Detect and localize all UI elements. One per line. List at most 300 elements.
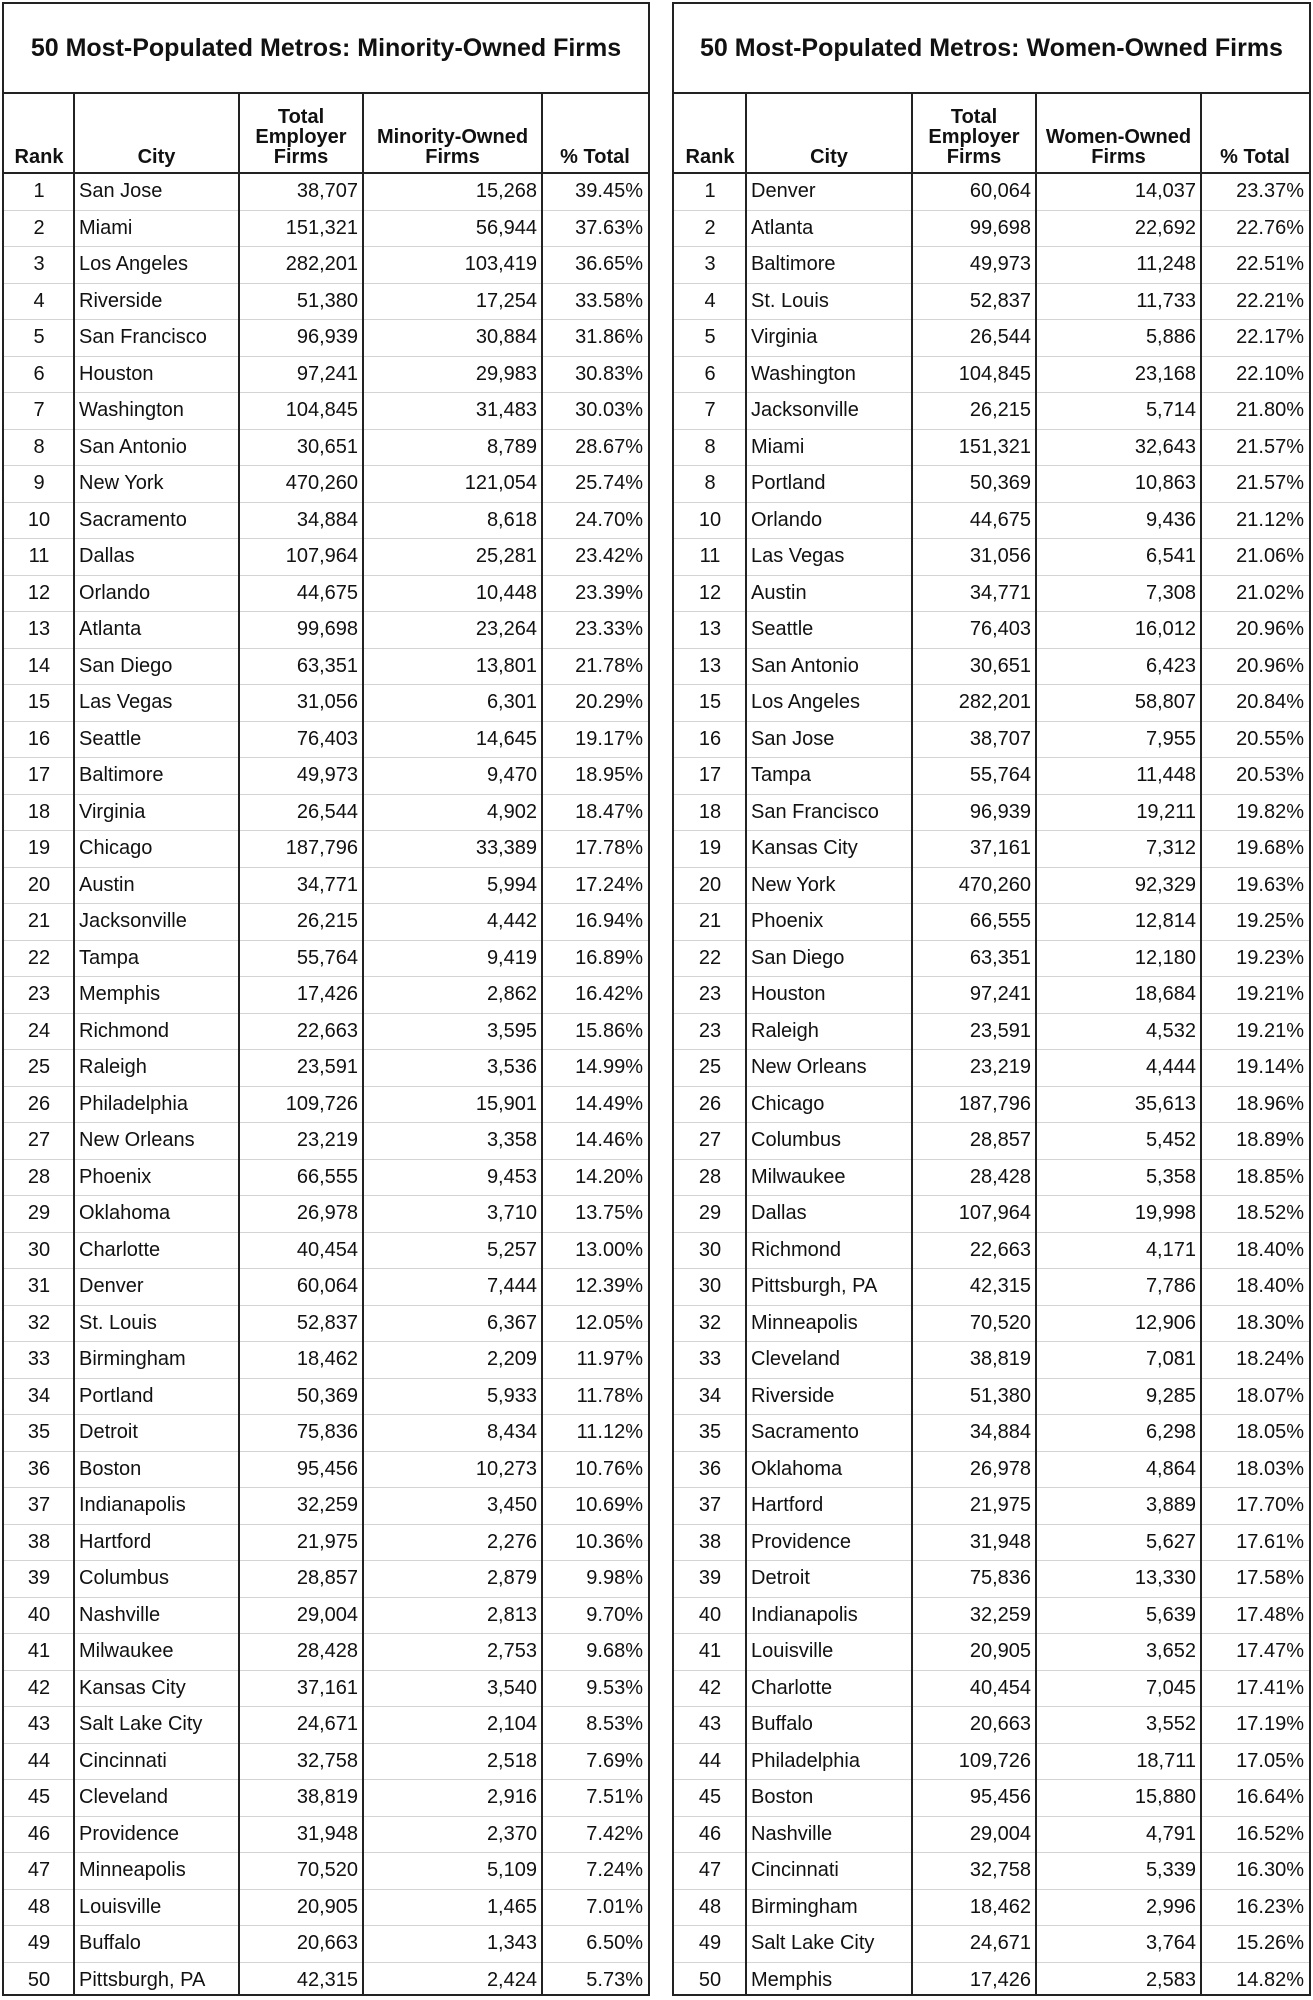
cell-owned-firms: 18,684 — [1134, 983, 1196, 1006]
cell-city: Seattle — [79, 727, 142, 750]
cell-rank: 48 — [698, 1895, 722, 1918]
cell-rank: 36 — [27, 1457, 51, 1480]
column-divider — [73, 92, 75, 1994]
cell-owned-firms: 3,536 — [486, 1056, 537, 1079]
cell-owned-firms: 7,955 — [1145, 727, 1196, 750]
cell-city: Cleveland — [751, 1348, 840, 1371]
cell-percent-total: 9.53% — [586, 1676, 643, 1699]
table-row — [674, 1342, 1309, 1379]
cell-owned-firms: 13,801 — [475, 654, 537, 677]
cell-owned-firms: 4,864 — [1145, 1457, 1196, 1480]
cell-city: San Antonio — [79, 435, 187, 458]
cell-rank: 38 — [698, 1530, 722, 1553]
cell-total-employer-firms: 17,426 — [296, 983, 358, 1006]
cell-owned-firms: 2,879 — [486, 1567, 537, 1590]
cell-city: Raleigh — [751, 1019, 819, 1042]
table-row — [4, 722, 648, 759]
cell-percent-total: 7.42% — [586, 1822, 643, 1845]
table-row — [674, 1561, 1309, 1598]
cell-city: Pittsburgh, PA — [751, 1275, 878, 1298]
table-row — [674, 1598, 1309, 1635]
cell-rank: 22 — [27, 946, 51, 969]
cell-owned-firms: 8,618 — [486, 508, 537, 531]
cell-percent-total: 6.50% — [586, 1932, 643, 1955]
table-row — [4, 1342, 648, 1379]
cell-city: Boston — [751, 1786, 814, 1809]
cell-owned-firms: 18,711 — [1136, 1749, 1196, 1772]
cell-owned-firms: 4,532 — [1145, 1019, 1196, 1042]
cell-percent-total: 30.83% — [575, 362, 643, 385]
table-row — [674, 1087, 1309, 1124]
table-row — [4, 868, 648, 905]
cell-owned-firms: 9,285 — [1145, 1384, 1196, 1407]
cell-rank: 5 — [33, 326, 45, 349]
cell-city: Providence — [751, 1530, 852, 1553]
cell-city: Miami — [79, 216, 133, 239]
cell-owned-firms: 7,444 — [486, 1275, 537, 1298]
cell-owned-firms: 8,789 — [486, 435, 537, 458]
cell-rank: 49 — [698, 1932, 722, 1955]
cell-percent-total: 8.53% — [586, 1713, 643, 1736]
cell-rank: 30 — [698, 1238, 722, 1261]
cell-rank: 20 — [27, 873, 51, 896]
cell-total-employer-firms: 104,845 — [958, 362, 1031, 385]
cell-total-employer-firms: 95,456 — [296, 1457, 358, 1480]
cell-total-employer-firms: 24,671 — [296, 1713, 358, 1736]
cell-total-employer-firms: 32,259 — [969, 1603, 1031, 1626]
table-row — [674, 211, 1309, 248]
cell-percent-total: 17.48% — [1236, 1603, 1304, 1626]
cell-city: Jacksonville — [79, 910, 187, 933]
cell-owned-firms: 5,886 — [1145, 326, 1196, 349]
cell-owned-firms: 12,180 — [1134, 946, 1196, 969]
cell-city: Indianapolis — [79, 1494, 186, 1517]
cell-city: Virginia — [79, 800, 146, 823]
cell-rank: 45 — [698, 1786, 722, 1809]
cell-total-employer-firms: 28,428 — [296, 1640, 358, 1663]
cell-rank: 39 — [27, 1567, 51, 1590]
cell-percent-total: 5.73% — [586, 1969, 643, 1992]
cell-owned-firms: 9,453 — [486, 1165, 537, 1188]
cell-owned-firms: 2,753 — [486, 1640, 537, 1663]
table-body — [4, 174, 648, 1994]
cell-percent-total: 16.52% — [1236, 1822, 1304, 1845]
cell-rank: 13 — [698, 654, 722, 677]
cell-city: Chicago — [79, 837, 153, 860]
cell-total-employer-firms: 52,837 — [296, 1311, 358, 1334]
cell-percent-total: 17.19% — [1236, 1713, 1304, 1736]
cell-percent-total: 17.61% — [1236, 1530, 1304, 1553]
table-row — [4, 1160, 648, 1197]
cell-owned-firms: 3,552 — [1145, 1713, 1196, 1736]
cell-total-employer-firms: 34,884 — [969, 1421, 1031, 1444]
cell-rank: 16 — [27, 727, 51, 750]
cell-rank: 33 — [27, 1348, 51, 1371]
cell-percent-total: 12.05% — [575, 1311, 643, 1334]
cell-rank: 4 — [704, 289, 716, 312]
cell-rank: 13 — [698, 618, 722, 641]
cell-owned-firms: 2,209 — [486, 1348, 537, 1371]
table-row — [4, 941, 648, 978]
cell-total-employer-firms: 70,520 — [969, 1311, 1031, 1334]
cell-city: Dallas — [751, 1202, 807, 1225]
cell-owned-firms: 31,483 — [475, 399, 537, 422]
cell-percent-total: 14.82% — [1236, 1969, 1304, 1992]
cell-total-employer-firms: 76,403 — [296, 727, 358, 750]
header-total-employer-firms: Total Employer Firms — [255, 106, 347, 168]
cell-rank: 30 — [698, 1275, 722, 1298]
minority-owned-firms-table — [2, 2, 650, 1996]
cell-owned-firms: 4,442 — [486, 910, 537, 933]
cell-rank: 23 — [698, 1019, 722, 1042]
cell-total-employer-firms: 22,663 — [969, 1238, 1031, 1261]
cell-percent-total: 20.53% — [1236, 764, 1304, 787]
cell-total-employer-firms: 20,905 — [296, 1895, 358, 1918]
cell-percent-total: 14.99% — [575, 1056, 643, 1079]
table-row — [674, 1890, 1309, 1927]
cell-owned-firms: 2,996 — [1145, 1895, 1196, 1918]
column-divider — [1035, 92, 1037, 1994]
cell-total-employer-firms: 34,771 — [296, 873, 358, 896]
cell-percent-total: 18.07% — [1236, 1384, 1304, 1407]
cell-percent-total: 20.96% — [1236, 618, 1304, 641]
cell-rank: 21 — [698, 910, 722, 933]
cell-city: Washington — [79, 399, 184, 422]
cell-total-employer-firms: 30,651 — [969, 654, 1031, 677]
cell-percent-total: 20.55% — [1236, 727, 1304, 750]
cell-owned-firms: 6,541 — [1145, 545, 1196, 568]
cell-total-employer-firms: 29,004 — [969, 1822, 1031, 1845]
table-row — [674, 247, 1309, 284]
cell-total-employer-firms: 63,351 — [296, 654, 358, 677]
cell-percent-total: 11.12% — [576, 1421, 643, 1444]
cell-percent-total: 22.17% — [1236, 326, 1304, 349]
cell-owned-firms: 2,370 — [486, 1822, 537, 1845]
cell-owned-firms: 2,276 — [486, 1530, 537, 1553]
cell-rank: 2 — [33, 216, 45, 239]
table-row — [4, 503, 648, 540]
cell-owned-firms: 10,448 — [475, 581, 537, 604]
cell-city: Hartford — [751, 1494, 824, 1517]
column-divider — [541, 92, 543, 1994]
cell-rank: 45 — [27, 1786, 51, 1809]
cell-percent-total: 22.76% — [1236, 216, 1304, 239]
cell-total-employer-firms: 76,403 — [969, 618, 1031, 641]
table-row — [674, 1707, 1309, 1744]
cell-percent-total: 17.41% — [1236, 1676, 1304, 1699]
cell-city: Las Vegas — [79, 691, 173, 714]
cell-owned-firms: 5,933 — [486, 1384, 537, 1407]
cell-owned-firms: 56,944 — [475, 216, 537, 239]
table-row — [4, 357, 648, 394]
cell-city: Salt Lake City — [751, 1932, 875, 1955]
cell-total-employer-firms: 34,884 — [296, 508, 358, 531]
cell-rank: 6 — [704, 362, 716, 385]
cell-percent-total: 31.86% — [575, 326, 643, 349]
table-row — [674, 503, 1309, 540]
cell-rank: 18 — [698, 800, 722, 823]
cell-city: Baltimore — [751, 253, 836, 276]
table-row — [4, 1707, 648, 1744]
cell-city: Indianapolis — [751, 1603, 858, 1626]
cell-total-employer-firms: 99,698 — [296, 618, 358, 641]
cell-owned-firms: 12,906 — [1134, 1311, 1196, 1334]
cell-total-employer-firms: 32,758 — [296, 1749, 358, 1772]
cell-percent-total: 23.39% — [575, 581, 643, 604]
cell-owned-firms: 9,436 — [1145, 508, 1196, 531]
cell-rank: 38 — [27, 1530, 51, 1553]
cell-total-employer-firms: 28,857 — [296, 1567, 358, 1590]
table-row — [4, 1196, 648, 1233]
cell-city: Nashville — [751, 1822, 833, 1845]
cell-city: Atlanta — [751, 216, 814, 239]
cell-rank: 15 — [698, 691, 722, 714]
cell-total-employer-firms: 26,544 — [969, 326, 1031, 349]
cell-total-employer-firms: 23,219 — [969, 1056, 1031, 1079]
cell-percent-total: 9.68% — [586, 1640, 643, 1663]
cell-owned-firms: 19,998 — [1134, 1202, 1196, 1225]
cell-city: Houston — [79, 362, 154, 385]
cell-percent-total: 19.82% — [1236, 800, 1304, 823]
cell-total-employer-firms: 109,726 — [958, 1749, 1031, 1772]
cell-percent-total: 24.70% — [575, 508, 643, 531]
cell-total-employer-firms: 31,948 — [969, 1530, 1031, 1553]
cell-owned-firms: 9,470 — [486, 764, 537, 787]
cell-owned-firms: 15,268 — [475, 180, 537, 203]
cell-city: Louisville — [79, 1895, 162, 1918]
table-row — [674, 576, 1309, 613]
cell-rank: 18 — [27, 800, 51, 823]
cell-city: Tampa — [751, 764, 812, 787]
cell-percent-total: 21.57% — [1236, 472, 1304, 495]
cell-city: New Orleans — [79, 1129, 195, 1152]
column-divider — [745, 92, 747, 1994]
cell-rank: 8 — [704, 435, 716, 458]
cell-rank: 7 — [33, 399, 45, 422]
cell-rank: 41 — [27, 1640, 51, 1663]
table-row — [674, 1415, 1309, 1452]
cell-rank: 17 — [698, 764, 722, 787]
table-row — [4, 1379, 648, 1416]
cell-city: San Diego — [79, 654, 173, 677]
cell-rank: 43 — [27, 1713, 51, 1736]
cell-owned-firms: 3,595 — [486, 1019, 537, 1042]
cell-percent-total: 19.68% — [1236, 837, 1304, 860]
table-row — [674, 1196, 1309, 1233]
cell-city: Columbus — [79, 1567, 170, 1590]
cell-rank: 28 — [698, 1165, 722, 1188]
cell-owned-firms: 7,312 — [1145, 837, 1196, 860]
cell-rank: 42 — [698, 1676, 722, 1699]
cell-rank: 46 — [27, 1822, 51, 1845]
cell-owned-firms: 11,448 — [1136, 764, 1196, 787]
cell-owned-firms: 12,814 — [1134, 910, 1196, 933]
cell-rank: 29 — [27, 1202, 51, 1225]
cell-percent-total: 14.20% — [575, 1165, 643, 1188]
cell-owned-firms: 2,916 — [486, 1786, 537, 1809]
cell-percent-total: 9.70% — [586, 1603, 643, 1626]
cell-owned-firms: 23,264 — [475, 618, 537, 641]
table-row — [674, 685, 1309, 722]
cell-owned-firms: 6,423 — [1145, 654, 1196, 677]
cell-rank: 35 — [698, 1421, 722, 1444]
cell-percent-total: 20.84% — [1236, 691, 1304, 714]
table-row — [4, 831, 648, 868]
cell-total-employer-firms: 26,978 — [296, 1202, 358, 1225]
table-row — [674, 357, 1309, 394]
table-row — [674, 722, 1309, 759]
cell-city: Sacramento — [79, 508, 187, 531]
cell-rank: 8 — [33, 435, 45, 458]
cell-city: Houston — [751, 983, 826, 1006]
cell-rank: 50 — [698, 1969, 722, 1992]
table-row — [4, 1744, 648, 1781]
cell-rank: 14 — [27, 654, 51, 677]
cell-total-employer-firms: 151,321 — [958, 435, 1031, 458]
cell-city: San Jose — [751, 727, 835, 750]
table-row — [674, 1233, 1309, 1270]
cell-city: Salt Lake City — [79, 1713, 203, 1736]
cell-percent-total: 36.65% — [575, 253, 643, 276]
table-row — [4, 247, 648, 284]
cell-percent-total: 22.10% — [1236, 362, 1304, 385]
cell-owned-firms: 5,358 — [1145, 1165, 1196, 1188]
cell-owned-firms: 121,054 — [464, 472, 537, 495]
cell-rank: 47 — [27, 1859, 51, 1882]
cell-percent-total: 18.47% — [575, 800, 643, 823]
table-row — [674, 174, 1309, 211]
cell-rank: 12 — [698, 581, 722, 604]
cell-owned-firms: 11,733 — [1136, 289, 1196, 312]
table-body — [674, 174, 1309, 1994]
cell-total-employer-firms: 75,836 — [296, 1421, 358, 1444]
cell-percent-total: 10.69% — [575, 1494, 643, 1517]
table-row — [4, 1233, 648, 1270]
cell-rank: 43 — [698, 1713, 722, 1736]
cell-city: Columbus — [751, 1129, 842, 1152]
cell-percent-total: 16.64% — [1236, 1786, 1304, 1809]
cell-city: Riverside — [79, 289, 163, 312]
cell-city: Charlotte — [751, 1676, 833, 1699]
cell-rank: 7 — [704, 399, 716, 422]
cell-total-employer-firms: 104,845 — [285, 399, 358, 422]
column-divider — [362, 92, 364, 1994]
cell-percent-total: 18.30% — [1236, 1311, 1304, 1334]
cell-owned-firms: 8,434 — [486, 1421, 537, 1444]
cell-total-employer-firms: 38,707 — [969, 727, 1031, 750]
cell-total-employer-firms: 97,241 — [969, 983, 1031, 1006]
table-row — [674, 1160, 1309, 1197]
cell-percent-total: 20.96% — [1236, 654, 1304, 677]
cell-city: Denver — [79, 1275, 144, 1298]
cell-city: Cincinnati — [751, 1859, 839, 1882]
cell-owned-firms: 3,450 — [486, 1494, 537, 1517]
cell-rank: 27 — [698, 1129, 722, 1152]
cell-percent-total: 21.80% — [1236, 399, 1304, 422]
cell-rank: 34 — [698, 1384, 722, 1407]
cell-total-employer-firms: 31,056 — [296, 691, 358, 714]
cell-rank: 30 — [27, 1238, 51, 1261]
table-row — [4, 393, 648, 430]
cell-city: Detroit — [751, 1567, 810, 1590]
cell-city: Orlando — [79, 581, 151, 604]
cell-percent-total: 14.46% — [575, 1129, 643, 1152]
cell-city: Seattle — [751, 618, 814, 641]
cell-city: Philadelphia — [751, 1749, 860, 1772]
table-row — [674, 1780, 1309, 1817]
cell-rank: 50 — [27, 1969, 51, 1992]
cell-total-employer-firms: 26,215 — [296, 910, 358, 933]
cell-owned-firms: 7,308 — [1145, 581, 1196, 604]
cell-rank: 3 — [704, 253, 716, 276]
cell-owned-firms: 92,329 — [1134, 873, 1196, 896]
cell-owned-firms: 5,452 — [1145, 1129, 1196, 1152]
table-row — [4, 1050, 648, 1087]
cell-owned-firms: 22,692 — [1134, 216, 1196, 239]
cell-owned-firms: 5,639 — [1145, 1603, 1196, 1626]
cell-city: Austin — [79, 873, 135, 896]
table-row — [4, 1415, 648, 1452]
cell-percent-total: 19.21% — [1236, 983, 1304, 1006]
cell-total-employer-firms: 37,161 — [296, 1676, 358, 1699]
cell-percent-total: 7.69% — [586, 1749, 643, 1772]
cell-rank: 22 — [698, 946, 722, 969]
cell-rank: 4 — [33, 289, 45, 312]
cell-total-employer-firms: 23,591 — [296, 1056, 358, 1079]
table-row — [4, 174, 648, 211]
table-row — [4, 211, 648, 248]
cell-owned-firms: 2,583 — [1145, 1969, 1196, 1992]
cell-rank: 31 — [27, 1275, 51, 1298]
cell-city: Birmingham — [79, 1348, 186, 1371]
table-row — [4, 649, 648, 686]
cell-percent-total: 7.01% — [586, 1895, 643, 1918]
cell-percent-total: 16.30% — [1236, 1859, 1304, 1882]
table-row — [674, 977, 1309, 1014]
cell-rank: 40 — [698, 1603, 722, 1626]
cell-total-employer-firms: 40,454 — [969, 1676, 1031, 1699]
cell-rank: 35 — [27, 1421, 51, 1444]
cell-total-employer-firms: 109,726 — [285, 1092, 358, 1115]
cell-owned-firms: 6,367 — [486, 1311, 537, 1334]
cell-owned-firms: 7,081 — [1145, 1348, 1196, 1371]
cell-percent-total: 19.17% — [575, 727, 643, 750]
cell-percent-total: 7.51% — [586, 1786, 643, 1809]
cell-city: Orlando — [751, 508, 823, 531]
cell-city: Richmond — [751, 1238, 842, 1261]
cell-percent-total: 19.23% — [1236, 946, 1304, 969]
cell-rank: 26 — [698, 1092, 722, 1115]
cell-total-employer-firms: 18,462 — [969, 1895, 1031, 1918]
cell-percent-total: 7.24% — [586, 1859, 643, 1882]
cell-total-employer-firms: 97,241 — [296, 362, 358, 385]
cell-percent-total: 9.98% — [586, 1567, 643, 1590]
cell-percent-total: 18.24% — [1236, 1348, 1304, 1371]
cell-total-employer-firms: 32,259 — [296, 1494, 358, 1517]
cell-owned-firms: 5,109 — [486, 1859, 537, 1882]
cell-owned-firms: 2,424 — [486, 1969, 537, 1992]
cell-rank: 8 — [704, 472, 716, 495]
table-row — [674, 612, 1309, 649]
cell-percent-total: 17.05% — [1236, 1749, 1304, 1772]
cell-rank: 44 — [27, 1749, 51, 1772]
cell-city: Phoenix — [751, 910, 824, 933]
cell-owned-firms: 3,764 — [1145, 1932, 1196, 1955]
table-row — [674, 649, 1309, 686]
cell-percent-total: 19.21% — [1236, 1019, 1304, 1042]
cell-total-employer-firms: 26,978 — [969, 1457, 1031, 1480]
cell-rank: 40 — [27, 1603, 51, 1626]
